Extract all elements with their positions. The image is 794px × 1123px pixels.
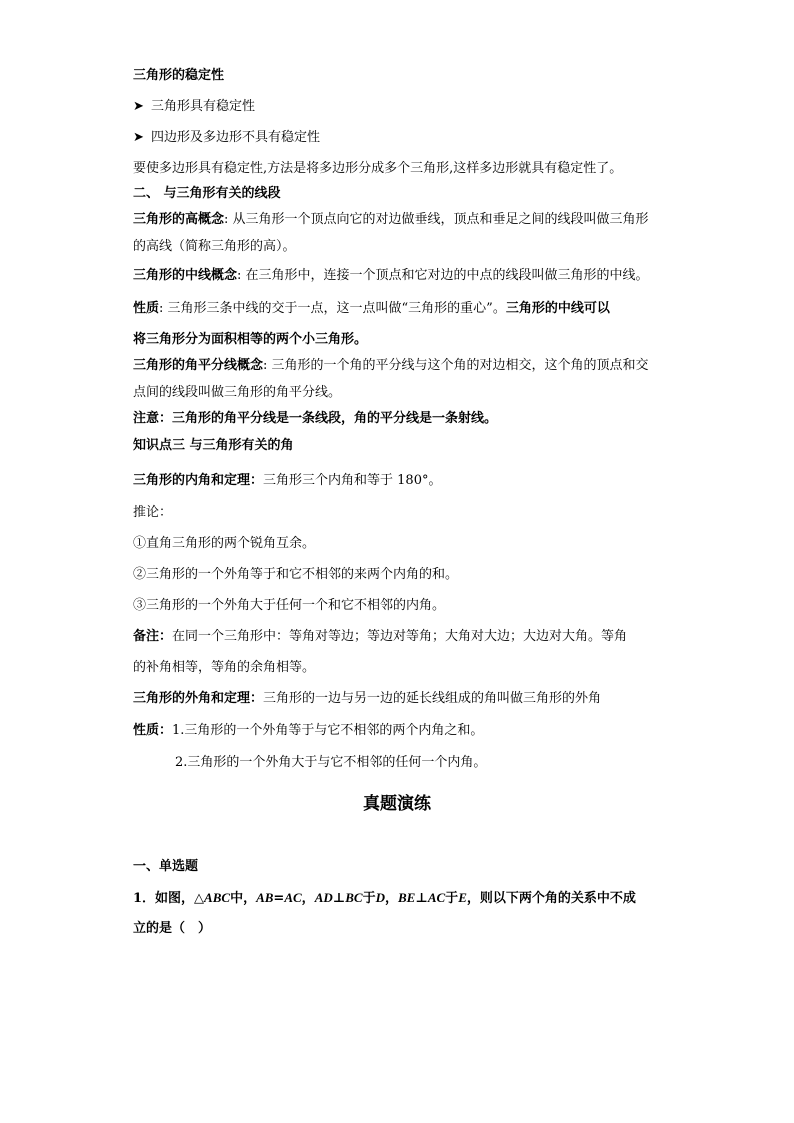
median-definition — [133, 267, 649, 285]
q-text: 于 — [362, 891, 376, 906]
remark-cont: 的补角相等，等角的余角相等。 — [133, 660, 316, 675]
altitude-definition-cont: 的高线（简称三角形的高）。 — [133, 239, 296, 254]
definition-text: 三角形的一边与另一边的延长线组成的角叫做三角形的外角 — [263, 691, 602, 706]
corollary-item: ①直角三角形的两个锐角互余。 — [133, 536, 316, 551]
q-text: 于 — [445, 891, 459, 906]
q-text: ⊥ — [415, 891, 428, 906]
definition-text: : 在三角形中，连接一个顶点和它对边的中点的线段叫做三角形的中线。 — [237, 268, 649, 283]
term: 三角形的内角和定理： — [133, 473, 264, 488]
definition-text: : 三角形三条中线的交于一点，这一点叫做“三角形的重心”。 — [159, 301, 506, 316]
term: 三角形的中线概念 — [133, 268, 238, 283]
question-1-cont: 立的是（ ） — [133, 921, 212, 936]
math-var: D — [375, 890, 385, 905]
remark — [133, 628, 627, 646]
definition-text: 三角形三个内角和等于 180°。 — [263, 473, 442, 488]
question-number: 1． — [133, 891, 156, 906]
q-text: ， — [301, 891, 315, 906]
definition-text: 1.三角形的一个外角等于与它不相邻的两个内角之和。 — [172, 723, 484, 738]
math-var: BC — [345, 890, 363, 905]
math-var: AB — [256, 890, 274, 905]
attention-note: 注意：三角形的角平分线是一条线段，角的平分线是一条射线。 — [133, 411, 498, 426]
emphasis-text: 三角形的中线可以 — [505, 301, 610, 316]
term: 备注： — [133, 629, 173, 644]
term: 性质 — [133, 301, 160, 316]
math-var: ABC — [204, 890, 231, 905]
corollary-item: ②三角形的一个外角等于和它不相邻的来两个内角的和。 — [133, 567, 459, 582]
corollary-item: ③三角形的一个外角大于任何一个和它不相邻的内角。 — [133, 598, 446, 613]
practice-title: 真题演练 — [363, 794, 431, 814]
term: 三角形的高概念 — [133, 212, 225, 227]
bullet-text: 三角形具有稳定性 — [151, 99, 256, 114]
bullet-text: 四边形及多边形不具有稳定性 — [151, 130, 321, 145]
single-choice-heading: 一、单选题 — [133, 859, 199, 874]
term: 三角形的角平分线概念 — [133, 358, 264, 373]
math-var: BE — [398, 890, 416, 905]
arrow-bullet-icon: ➤ — [133, 99, 144, 114]
stability-heading: 三角形的稳定性 — [133, 68, 225, 83]
exterior-property-item: 2.三角形的一个外角大于与它不相邻的任何一个内角。 — [175, 755, 487, 770]
exterior-angle-theorem — [133, 690, 601, 708]
median-property — [133, 300, 610, 318]
definition-text: : 从三角形一个顶点向它的对边做垂线，顶点和垂足之间的线段叫做三角形 — [224, 212, 649, 227]
stability-note: 要使多边形具有稳定性,方法是将多边形分成多个三角形,这样多边形就具有稳定性了。 — [133, 161, 623, 176]
q-text: 中， — [230, 891, 257, 906]
term: 性质： — [133, 723, 173, 738]
bullet-item — [133, 98, 255, 116]
definition-text: 在同一个三角形中：等角对等边；等边对等角；大角对大边；大边对大角。等角 — [172, 629, 628, 644]
median-property-cont: 将三角形分为面积相等的两个小三角形。 — [133, 332, 368, 347]
math-var: AC — [284, 890, 302, 905]
bisector-definition-cont: 点间的线段叫做三角形的角平分线。 — [133, 385, 342, 400]
arrow-bullet-icon: ➤ — [133, 130, 144, 145]
definition-text: : 三角形的一个角的平分线与这个角的对边相交，这个角的顶点和交 — [263, 358, 649, 373]
bisector-definition — [133, 357, 649, 375]
q-text: ，则以下两个角的关系中不成 — [466, 891, 636, 906]
term: 三角形的外角和定理： — [133, 691, 264, 706]
lines-heading: 二、 与三角形有关的线段 — [133, 186, 281, 201]
q-text: 如图，△ — [155, 891, 205, 906]
q-text: ， — [384, 891, 398, 906]
q-text: = — [273, 891, 285, 906]
q-text: ⊥ — [332, 891, 346, 906]
altitude-definition — [133, 211, 649, 229]
math-var: AC — [427, 890, 446, 905]
interior-angle-theorem — [133, 472, 441, 490]
exterior-property — [133, 722, 483, 740]
bullet-item — [133, 129, 320, 147]
math-var: E — [458, 890, 467, 905]
angles-heading: 知识点三 与三角形有关的角 — [133, 438, 294, 453]
math-var: AD — [314, 890, 333, 905]
corollary-label: 推论： — [133, 505, 173, 520]
question-1 — [133, 889, 636, 908]
